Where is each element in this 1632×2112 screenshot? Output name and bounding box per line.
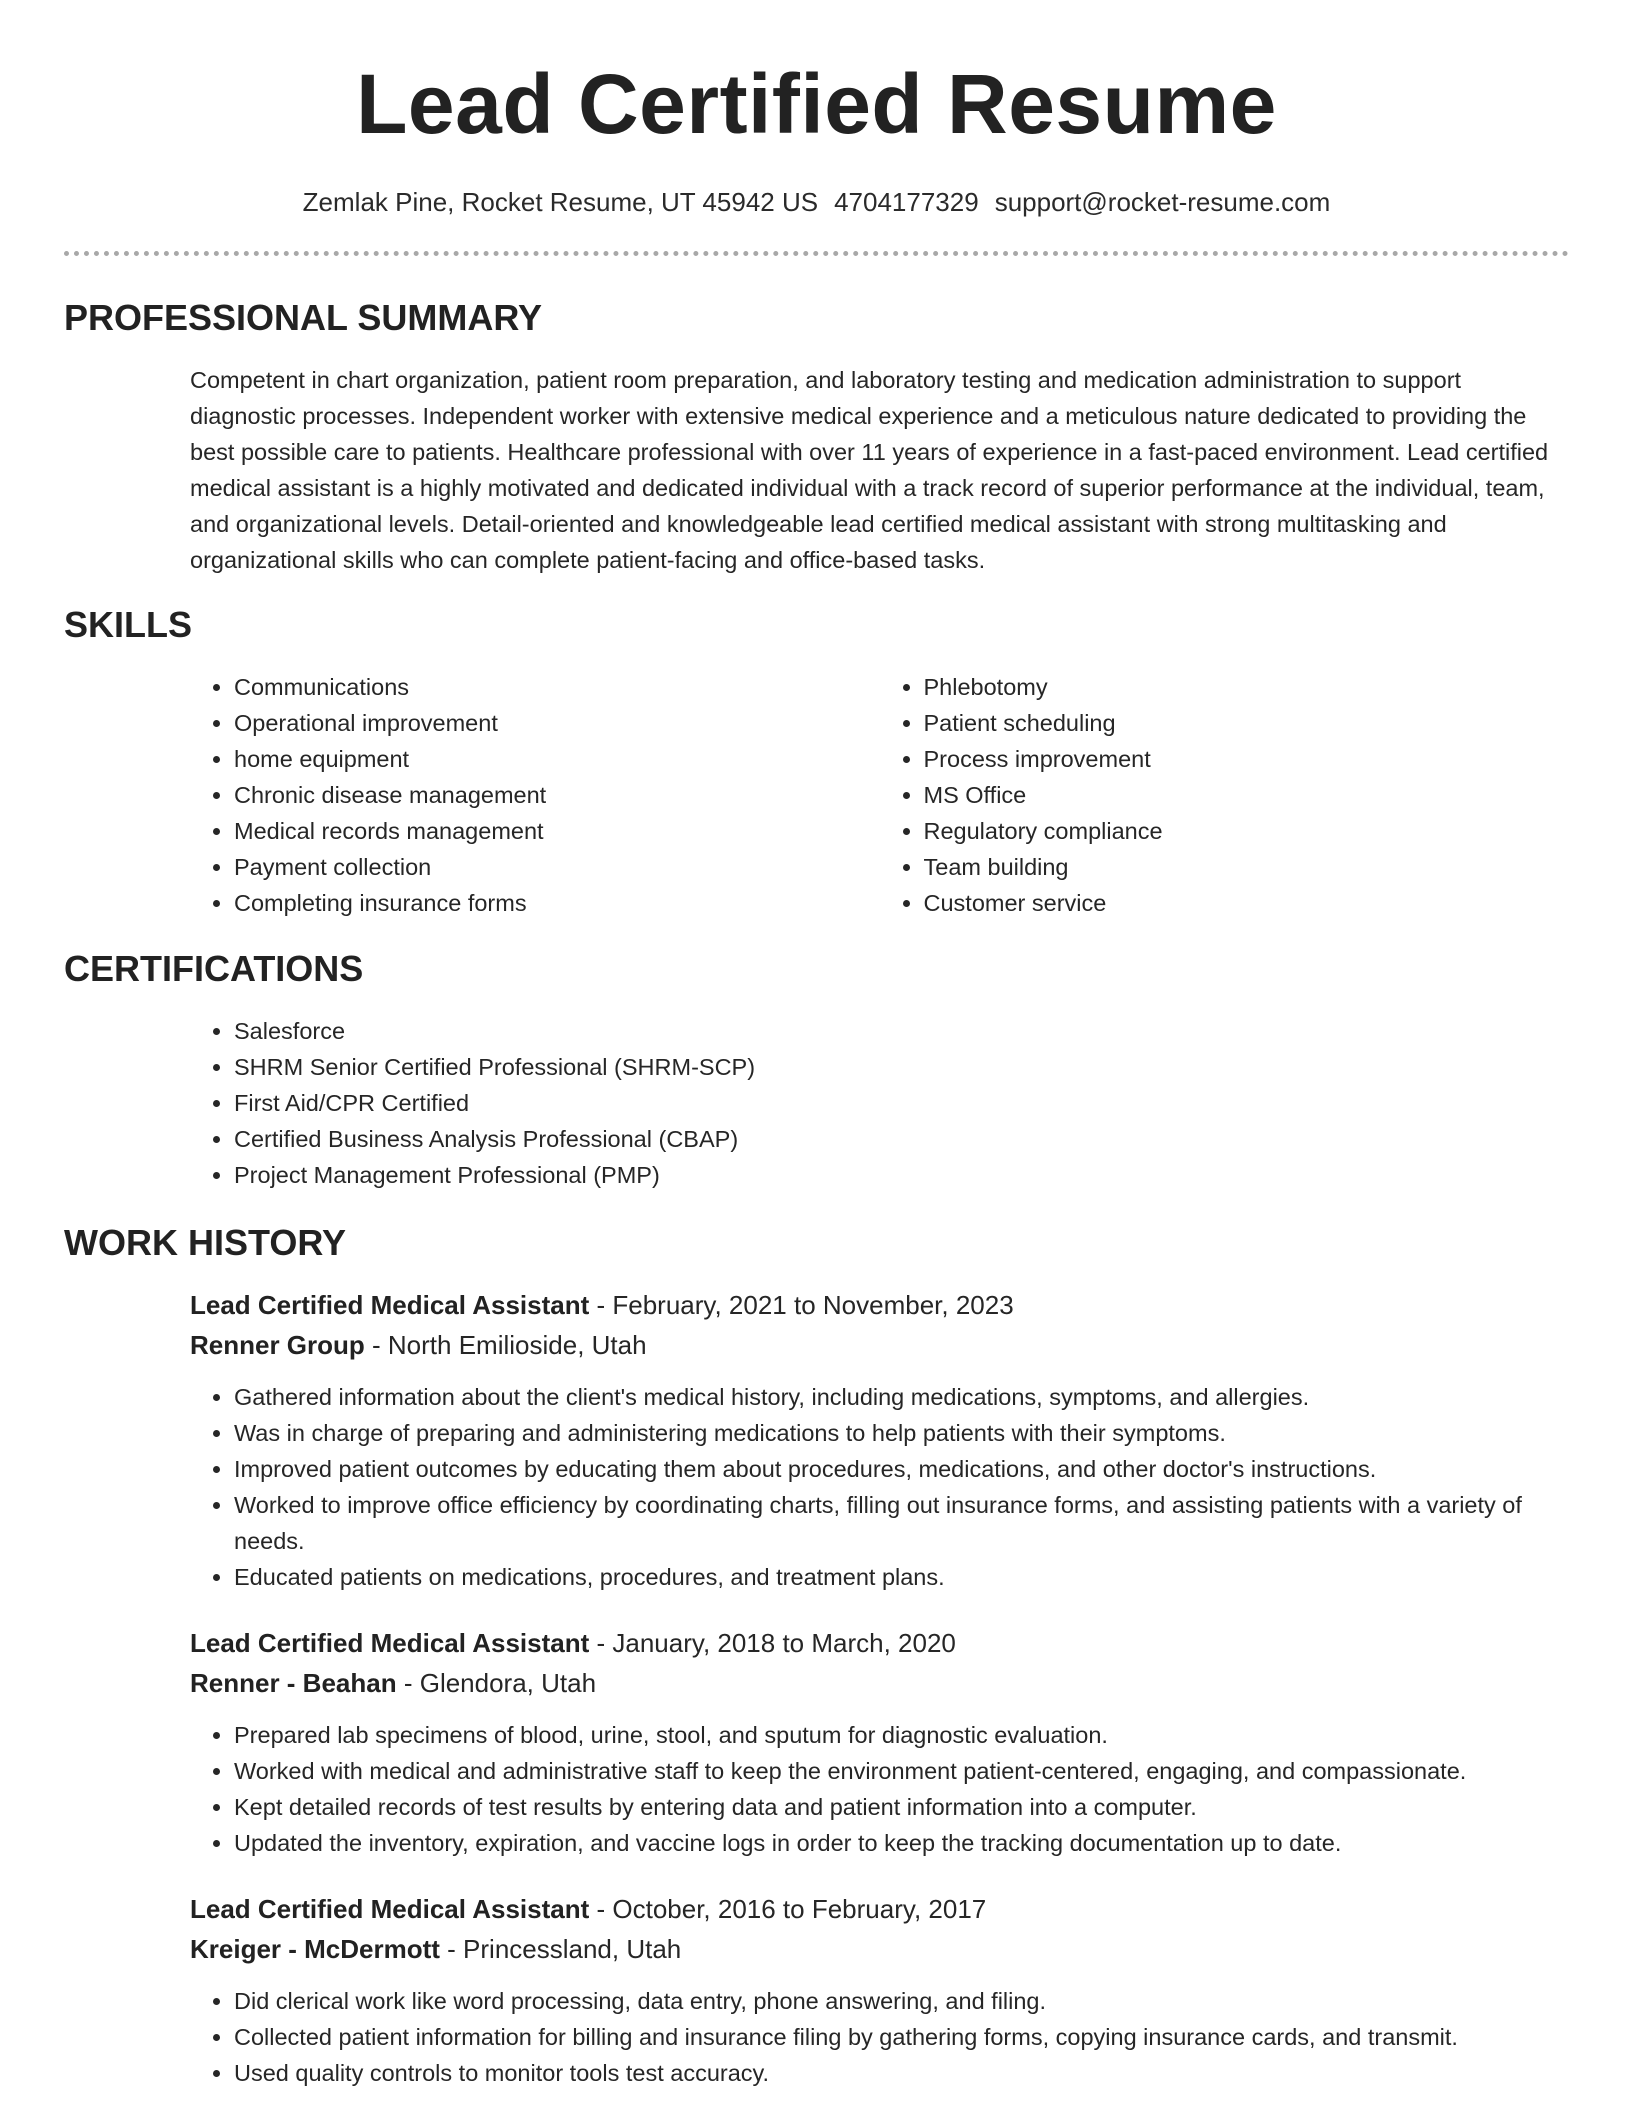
job-duties	[190, 1717, 1569, 1861]
job-company: Kreiger - McDermott	[190, 1934, 440, 1964]
summary-text: Competent in chart organization, patient room preparation, and laboratory testing and medication administration to support diagnostic processes. Independent worker with extensive medical experience and a meticulous nature dedicated to providing the best possible care to patients. Healthcare professional with over 11 years of experience in a fast-paced environment. Lead certified medical assistant is a highly motivated and dedicated individual with a track record of superior performance at the individual, team, and organizational levels. Detail-oriented and knowledgeable lead certified medical assistant with strong multitasking and organizational skills who can complete patient-facing and office-based tasks.	[190, 367, 1549, 573]
contact-line	[64, 186, 1569, 218]
skill-item: • Patient scheduling	[924, 705, 1570, 741]
job-location: - Glendora, Utah	[396, 1668, 597, 1698]
job-location: - Princessland, Utah	[439, 1934, 682, 1964]
skill-item: • Chronic disease management	[234, 777, 880, 813]
job-title-line	[190, 1623, 1569, 1663]
certification-item: • Certified Business Analysis Professional (CBAP)	[234, 1121, 1569, 1157]
skill-item: • Team building	[924, 849, 1570, 885]
certification-item: • First Aid/CPR Certified	[234, 1085, 1569, 1121]
skill-item: • Payment collection	[234, 849, 880, 885]
job-duty: • Was in charge of preparing and administering medications to help patients with their symptoms.	[234, 1415, 1569, 1451]
certification-item: • Project Management Professional (PMP)	[234, 1157, 1569, 1193]
job-duty: • Updated the inventory, expiration, and vaccine logs in order to keep the tracking documentation up to date.	[234, 1825, 1569, 1861]
job-dates: - October, 2016 to February, 2017	[589, 1894, 987, 1924]
job-title-line	[190, 1285, 1569, 1325]
skill-item: • Process improvement	[924, 741, 1570, 777]
summary-heading: PROFESSIONAL SUMMARY	[64, 297, 543, 338]
job-company: Renner Group	[190, 1330, 365, 1360]
job-company-line	[190, 1325, 1569, 1365]
job-company-line	[190, 1663, 1569, 1703]
skill-item: • Regulatory compliance	[924, 813, 1570, 849]
job-title: Lead Certified Medical Assistant	[190, 1894, 590, 1924]
skills-list	[190, 669, 1569, 921]
job-duty: • Improved patient outcomes by educating them about procedures, medications, and other doctor's instructions.	[234, 1451, 1569, 1487]
job-duty: • Worked with medical and administrative staff to keep the environment patient-centered, engaging, and compassionate.	[234, 1753, 1569, 1789]
skills-heading: SKILLS	[64, 604, 193, 645]
skills-column-right	[880, 669, 1570, 921]
skill-item: • Customer service	[924, 885, 1570, 921]
skills-column-left	[190, 669, 880, 921]
job-title-line	[190, 1889, 1569, 1929]
skill-item: • Phlebotomy	[924, 669, 1570, 705]
contact-phone: 4704177329	[834, 187, 979, 217]
job-title: Lead Certified Medical Assistant	[190, 1628, 590, 1658]
job-duty: • Did clerical work like word processing, data entry, phone answering, and filing.	[234, 1983, 1569, 2019]
job-duty: • Educated patients on medications, procedures, and treatment plans.	[234, 1559, 1569, 1595]
job-duty: • Used quality controls to monitor tools test accuracy.	[234, 2055, 1569, 2091]
job-title: Lead Certified Medical Assistant	[190, 1290, 590, 1320]
job-dates: - February, 2021 to November, 2023	[589, 1290, 1014, 1320]
job-duty: • Collected patient information for billing and insurance filing by gathering forms, copying insurance cards, and transmit.	[234, 2019, 1569, 2055]
header-divider	[64, 251, 1569, 256]
contact-email: support@rocket-resume.com	[994, 187, 1331, 217]
job-entry	[190, 1623, 1569, 1861]
skill-item: • MS Office	[924, 777, 1570, 813]
resume-page	[64, 0, 1569, 2091]
job-duty: • Gathered information about the client's medical history, including medications, symptoms, and allergies.	[234, 1379, 1569, 1415]
skill-item: • Communications	[234, 669, 880, 705]
resume-title: Lead Certified Resume	[356, 57, 1277, 151]
skill-item: • Operational improvement	[234, 705, 880, 741]
job-duties	[190, 1379, 1569, 1595]
certifications-heading: CERTIFICATIONS	[64, 948, 364, 989]
skill-item: • home equipment	[234, 741, 880, 777]
job-duty: • Kept detailed records of test results by entering data and patient information into a computer.	[234, 1789, 1569, 1825]
job-dates: - January, 2018 to March, 2020	[589, 1628, 956, 1658]
job-entry	[190, 1285, 1569, 1595]
work-history-heading: WORK HISTORY	[64, 1222, 347, 1263]
contact-address: Zemlak Pine, Rocket Resume, UT 45942 US	[302, 187, 819, 217]
skill-item: • Medical records management	[234, 813, 880, 849]
skill-item: • Completing insurance forms	[234, 885, 880, 921]
job-duty: • Prepared lab specimens of blood, urine, stool, and sputum for diagnostic evaluation.	[234, 1717, 1569, 1753]
job-entry	[190, 1889, 1569, 2091]
job-duties	[190, 1983, 1569, 2091]
job-company-line	[190, 1929, 1569, 1969]
certifications-list	[190, 1013, 1569, 1193]
job-location: - North Emilioside, Utah	[364, 1330, 647, 1360]
job-company: Renner - Beahan	[190, 1668, 397, 1698]
job-duty: • Worked to improve office efficiency by coordinating charts, filling out insurance forms, and assisting patients with a variety of needs.	[234, 1487, 1569, 1559]
certification-item: • Salesforce	[234, 1013, 1569, 1049]
certification-item: • SHRM Senior Certified Professional (SHRM-SCP)	[234, 1049, 1569, 1085]
